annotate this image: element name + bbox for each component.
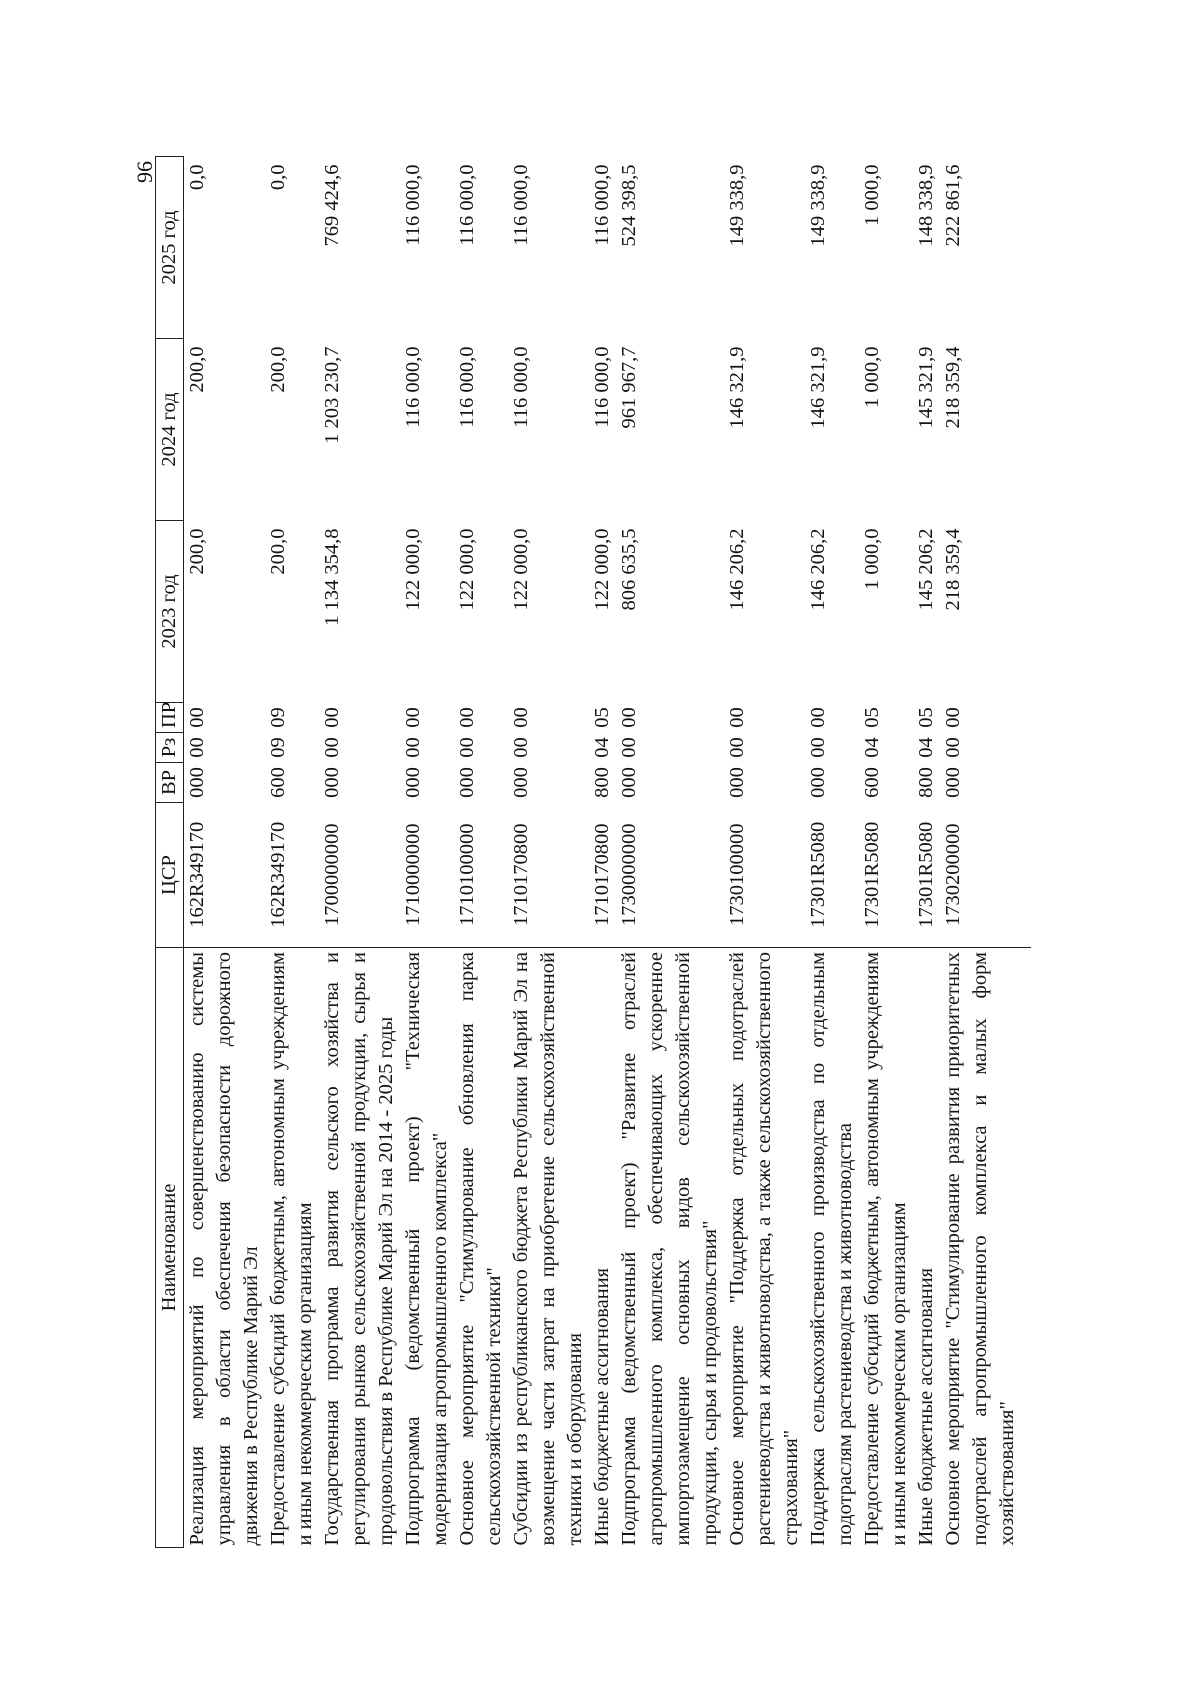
row-vr: 000 bbox=[510, 767, 532, 798]
table-row bbox=[859, 157, 913, 1548]
header-csr: ЦСР bbox=[156, 803, 184, 948]
page-number: 96 bbox=[132, 161, 157, 183]
row-2025: 116 000,0 bbox=[402, 164, 424, 246]
row-rz: 00 bbox=[807, 737, 829, 758]
row-pr: 00 bbox=[618, 707, 640, 728]
table-row bbox=[400, 157, 454, 1548]
row-vr: 000 bbox=[726, 767, 748, 798]
row-2023: 122 000,0 bbox=[591, 528, 613, 611]
table-row bbox=[454, 157, 508, 1548]
row-csr: 17301R5080 bbox=[861, 821, 883, 928]
row-vr: 000 bbox=[618, 767, 640, 798]
header-2024: 2024 год bbox=[156, 339, 184, 521]
row-pr: 05 bbox=[591, 707, 613, 728]
row-rz: 04 bbox=[861, 737, 883, 758]
row-rz: 00 bbox=[942, 737, 964, 758]
row-2025: 0,0 bbox=[267, 164, 289, 191]
row-name: Иные бюджетные ассигнования bbox=[589, 948, 616, 1548]
row-pr: 00 bbox=[402, 707, 424, 728]
row-2025: 116 000,0 bbox=[591, 164, 613, 246]
table-row bbox=[913, 157, 940, 1548]
row-2023: 200,0 bbox=[267, 528, 289, 575]
row-pr: 00 bbox=[456, 707, 478, 728]
row-vr: 600 bbox=[861, 767, 883, 798]
row-2024: 1 203 230,7 bbox=[321, 346, 343, 444]
row-rz: 04 bbox=[915, 737, 937, 758]
row-vr: 800 bbox=[915, 767, 937, 798]
row-2024: 200,0 bbox=[186, 346, 208, 393]
row-vr: 800 bbox=[591, 767, 613, 798]
row-2025: 149 338,9 bbox=[726, 164, 748, 247]
row-csr: 1700000000 bbox=[321, 823, 343, 926]
row-pr: 00 bbox=[186, 707, 208, 728]
row-2023: 146 206,2 bbox=[726, 528, 748, 611]
row-rz: 00 bbox=[402, 737, 424, 758]
row-2024: 146 321,9 bbox=[726, 346, 748, 429]
row-2023: 1 134 354,8 bbox=[321, 528, 343, 626]
header-name: Наименование bbox=[156, 948, 184, 1548]
row-name: Государственная программа развития сельского хозяйства и регулирования рынков сельскохозяйственной продукции, сырья и продовольствия в Республике Марий Эл на 2014 - 2025 годы bbox=[319, 948, 400, 1548]
row-name: Предоставление субсидий бюджетным, автономным учреждениям и иным некоммерческим организациям bbox=[859, 948, 913, 1548]
row-2023: 1 000,0 bbox=[861, 528, 883, 590]
row-csr: 17301R5080 bbox=[807, 821, 829, 928]
row-csr: 1710000000 bbox=[402, 823, 424, 926]
rotated-page bbox=[0, 156, 1200, 1696]
row-2024: 116 000,0 bbox=[510, 346, 532, 428]
row-name: Подпрограмма (ведомственный проект) "Развитие отраслей агропромышленного комплекса, обеспечивающих ускоренное импортозамещение основных видов сельскохозяйственной продукции, сырья и продовольствия" bbox=[616, 948, 724, 1548]
row-2023: 146 206,2 bbox=[807, 528, 829, 611]
row-name: Субсидии из республиканского бюджета Республики Марий Эл на возмещение части затрат на приобретение сельскохозяйственной техники и оборудования bbox=[508, 948, 589, 1548]
row-csr: 1710170800 bbox=[591, 823, 613, 926]
row-2023: 122 000,0 bbox=[510, 528, 532, 611]
row-csr: 1710170800 bbox=[510, 823, 532, 926]
row-2025: 769 424,6 bbox=[321, 164, 343, 247]
row-csr: 17301R5080 bbox=[915, 821, 937, 928]
row-rz: 00 bbox=[726, 737, 748, 758]
row-vr: 000 bbox=[456, 767, 478, 798]
row-2024: 961 967,7 bbox=[618, 346, 640, 429]
row-rz: 00 bbox=[618, 737, 640, 758]
row-pr: 00 bbox=[510, 707, 532, 728]
row-2025: 149 338,9 bbox=[807, 164, 829, 247]
row-rz: 04 bbox=[591, 737, 613, 758]
row-name: Основное мероприятие "Стимулирование обновления парка сельскохозяйственной техники" bbox=[454, 948, 508, 1548]
row-name: Основное мероприятие "Поддержка отдельных подотраслей растениеводства и животноводства, а также сельскохозяйственного страхования" bbox=[724, 948, 805, 1548]
row-name: Иные бюджетные ассигнования bbox=[913, 948, 940, 1548]
row-vr: 000 bbox=[402, 767, 424, 798]
row-csr: 1730000000 bbox=[618, 823, 640, 926]
row-2024: 116 000,0 bbox=[402, 346, 424, 428]
row-name: Предоставление субсидий бюджетным, автономным учреждениям и иным некоммерческим организациям bbox=[265, 948, 319, 1548]
row-2024: 1 000,0 bbox=[861, 346, 883, 408]
row-pr: 00 bbox=[942, 707, 964, 728]
table-row bbox=[616, 157, 724, 1548]
table-header-row bbox=[156, 157, 184, 1548]
row-2024: 200,0 bbox=[267, 346, 289, 393]
row-2023: 122 000,0 bbox=[402, 528, 424, 611]
row-2025: 148 338,9 bbox=[915, 164, 937, 247]
row-2024: 116 000,0 bbox=[456, 346, 478, 428]
row-pr: 00 bbox=[807, 707, 829, 728]
row-2025: 222 861,6 bbox=[942, 164, 964, 247]
row-name: Основное мероприятие "Стимулирование развития приоритетных подотраслей агропромышленного комплекса и малых форм хозяйствования" bbox=[940, 948, 1031, 1548]
row-pr: 05 bbox=[915, 707, 937, 728]
table-row bbox=[724, 157, 805, 1548]
row-name: Подпрограмма (ведомственный проект) "Техническая модернизация агропромышленного комплекса" bbox=[400, 948, 454, 1548]
header-2025: 2025 год bbox=[156, 157, 184, 339]
row-2024: 145 321,9 bbox=[915, 346, 937, 429]
row-vr: 000 bbox=[321, 767, 343, 798]
row-pr: 09 bbox=[267, 707, 289, 728]
row-2025: 1 000,0 bbox=[861, 164, 883, 226]
header-rz: Рз bbox=[156, 733, 184, 763]
budget-table bbox=[155, 156, 1031, 1548]
row-csr: 1730100000 bbox=[726, 823, 748, 926]
table-row bbox=[940, 157, 1031, 1548]
table-row bbox=[589, 157, 616, 1548]
row-pr: 00 bbox=[321, 707, 343, 728]
row-rz: 00 bbox=[186, 737, 208, 758]
header-pr: ПР bbox=[156, 703, 184, 733]
row-2023: 200,0 bbox=[186, 528, 208, 575]
row-csr: 162R349170 bbox=[267, 821, 289, 928]
row-rz: 09 bbox=[267, 737, 289, 758]
row-2023: 122 000,0 bbox=[456, 528, 478, 611]
table-row bbox=[508, 157, 589, 1548]
header-vr: ВР bbox=[156, 763, 184, 803]
row-2025: 0,0 bbox=[186, 164, 208, 191]
row-2023: 218 359,4 bbox=[942, 528, 964, 611]
row-2024: 218 359,4 bbox=[942, 346, 964, 429]
row-name: Поддержка сельскохозяйственного производства по отдельным подотраслям растениеводства и животноводства bbox=[805, 948, 859, 1548]
row-pr: 00 bbox=[726, 707, 748, 728]
row-vr: 000 bbox=[807, 767, 829, 798]
row-pr: 05 bbox=[861, 707, 883, 728]
row-2023: 806 635,5 bbox=[618, 528, 640, 611]
row-vr: 000 bbox=[186, 767, 208, 798]
row-name: Реализация мероприятий по совершенствованию системы управления в области обеспечения безопасности дорожного движения в Республике Марий Эл bbox=[184, 948, 266, 1548]
row-2025: 116 000,0 bbox=[456, 164, 478, 246]
row-2024: 146 321,9 bbox=[807, 346, 829, 429]
header-2023: 2023 год bbox=[156, 521, 184, 703]
table-row bbox=[805, 157, 859, 1548]
row-csr: 1730200000 bbox=[942, 823, 964, 926]
row-csr: 162R349170 bbox=[186, 821, 208, 928]
row-rz: 00 bbox=[321, 737, 343, 758]
row-rz: 00 bbox=[456, 737, 478, 758]
row-vr: 000 bbox=[942, 767, 964, 798]
table-row bbox=[184, 157, 266, 1548]
row-csr: 1710100000 bbox=[456, 823, 478, 926]
row-vr: 600 bbox=[267, 767, 289, 798]
row-2025: 116 000,0 bbox=[510, 164, 532, 246]
row-2025: 524 398,5 bbox=[618, 164, 640, 247]
row-2024: 116 000,0 bbox=[591, 346, 613, 428]
row-2023: 145 206,2 bbox=[915, 528, 937, 611]
table-row bbox=[319, 157, 400, 1548]
table-row bbox=[265, 157, 319, 1548]
row-rz: 00 bbox=[510, 737, 532, 758]
